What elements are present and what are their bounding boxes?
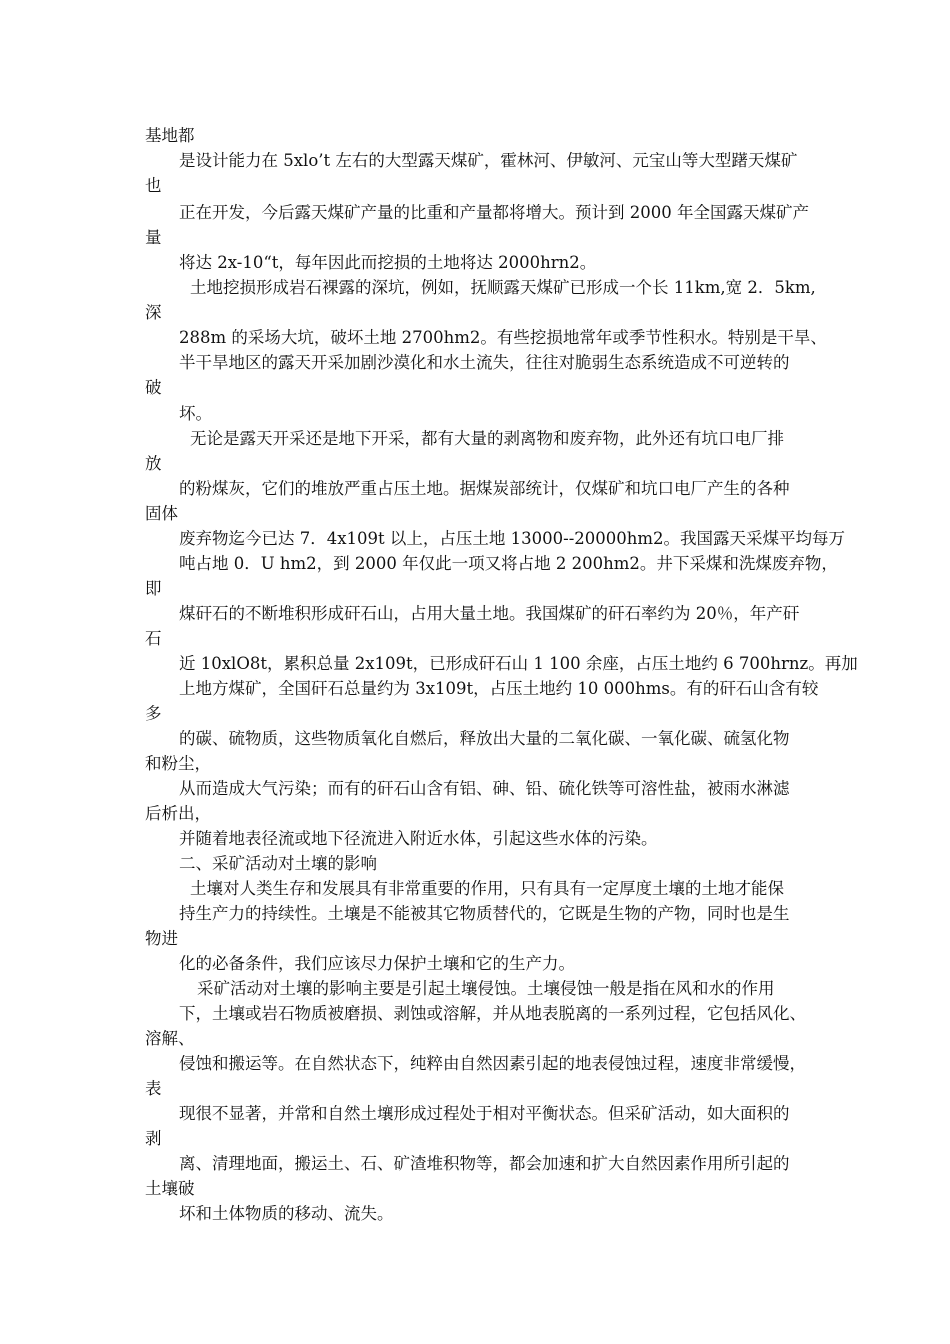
text-line: 废弃物迄今已达 7．4x109t 以上，占压土地 13000--20000hm2。我国露天采煤平均每万 [179, 529, 846, 548]
text-line: 和粉尘， [145, 754, 211, 773]
text-line: 采矿活动对土壤的影响主要是引起土壤侵蚀。土壤侵蚀一般是指在风和水的作用 [197, 979, 775, 998]
text-line: 基地都 [145, 126, 195, 145]
text-line: 并随着地表径流或地下径流进入附近水体，引起这些水体的污染。 [179, 829, 658, 848]
text-line: 即 [145, 579, 162, 598]
text-line: 坏和土体物质的移动、流失。 [179, 1204, 394, 1223]
text-line: 288m 的采场大坑，破坏土地 2700hm2。有些挖损地常年或季节性积水。特别是干旱、 [179, 328, 827, 347]
text-line: 放 [145, 454, 162, 473]
text-line: 是设计能力在 5xlo’t 左右的大型露天煤矿，霍林河、伊敏河、元宝山等大型躇天煤矿 [179, 151, 798, 170]
text-line: 化的必备条件，我们应该尽力保护土壤和它的生产力。 [179, 954, 575, 973]
text-line: 土地挖损形成岩石裸露的深坑，例如，抚顺露天煤矿已形成一个长 11km,宽 2．5km, [190, 278, 816, 297]
text-line: 的粉煤灰，它们的堆放严重占压土地。据煤炭部统计，仅煤矿和坑口电厂产生的各种 [179, 479, 790, 498]
text-line: 侵蚀和搬运等。在自然状态下，纯粹由自然因素引起的地表侵蚀过程，速度非常缓慢， [179, 1054, 806, 1073]
text-line: 上地方煤矿，全国矸石总量约为 3x109t，占压土地约 10 000hms。有的矸石山含有较 [179, 679, 819, 698]
text-line: 半干旱地区的露天开采加剧沙漠化和水土流失，往往对脆弱生态系统造成不可逆转的 [179, 353, 790, 372]
text-line: 也 [145, 176, 162, 195]
text-line: 表 [145, 1079, 162, 1098]
text-line: 土壤破 [145, 1179, 195, 1198]
text-line: 离、清理地面，搬运土、石、矿渣堆积物等，都会加速和扩大自然因素作用所引起的 [179, 1154, 790, 1173]
text-line: 破 [145, 378, 162, 397]
text-line: 量 [145, 228, 162, 247]
text-line: 溶解、 [145, 1029, 195, 1048]
text-line: 吨占地 0．U hm2，到 2000 年仅此一项又将占地 2 200hm2。井下采煤和洗煤废弃物， [179, 554, 838, 573]
text-line: 石 [145, 629, 162, 648]
text-line: 无论是露天开采还是地下开采，都有大量的剥离物和废弃物，此外还有坑口电厂排 [190, 429, 784, 448]
text-line: 近 10xlO8t，累积总量 2x109t，已形成矸石山 1 100 余座，占压土地约 6 700hrnz。再加 [179, 654, 858, 673]
text-line: 后析出， [145, 804, 211, 823]
text-line: 持生产力的持续性。土壤是不能被其它物质替代的，它既是生物的产物，同时也是生 [179, 904, 790, 923]
text-line: 煤矸石的不断堆积形成矸石山，占用大量土地。我国煤矿的矸石率约为 20％，年产矸 [179, 604, 800, 623]
text-line: 土壤对人类生存和发展具有非常重要的作用，只有具有一定厚度土壤的土地才能保 [190, 879, 784, 898]
text-line: 坏。 [179, 404, 212, 423]
text-line: 多 [145, 704, 162, 723]
text-line: 的碳、硫物质，这些物质氧化自燃后，释放出大量的二氧化碳、一氧化碳、硫氢化物 [179, 729, 790, 748]
text-line: 剥 [145, 1129, 162, 1148]
text-line: 深 [145, 303, 162, 322]
text-line: 将达 2x-10“t，每年因此而挖损的土地将达 2000hrn2。 [179, 253, 597, 272]
text-line: 下，土壤或岩石物质被磨损、剥蚀或溶解，并从地表脱离的一系列过程，它包括风化、 [179, 1004, 806, 1023]
text-line: 物进 [145, 929, 178, 948]
section-heading: 二、采矿活动对土壤的影响 [179, 854, 377, 873]
text-line: 固体 [145, 504, 178, 523]
text-line: 从而造成大气污染；而有的矸石山含有铝、砷、铅、硫化铁等可溶性盐，被雨水淋滤 [179, 779, 790, 798]
text-line: 正在开发，今后露天煤矿产量的比重和产量都将增大。预计到 2000 年全国露天煤矿产 [179, 203, 809, 222]
text-line: 现很不显著，并常和自然土壤形成过程处于相对平衡状态。但采矿活动，如大面积的 [179, 1104, 790, 1123]
